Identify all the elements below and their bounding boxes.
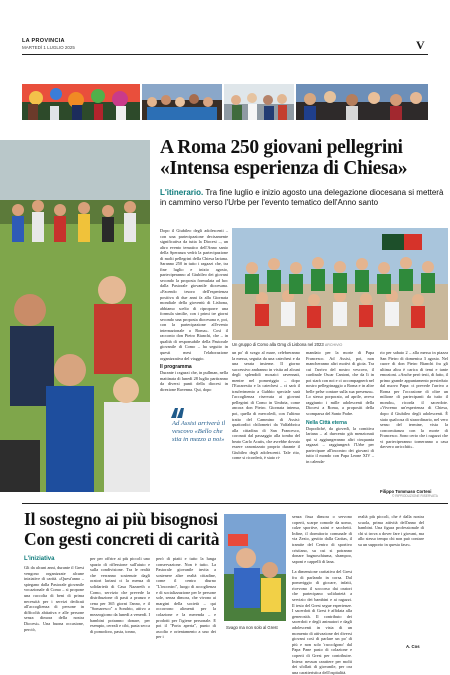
second-column-4-text: senza fissa dimora o servono coperti, scarpe comode da uomo, calze sportive, zaini e sacchetti. Infine, il dormitorio comunale di via Zezio, gestito dalla Caritas, il tramite del Centro di sportivo cristiano, su cui si potranno donare bagnoschiuma, shampoo, saponi e cappelli di lana. xyxy=(292,514,352,564)
second-column-1 xyxy=(24,565,84,655)
second-column-3-text: però di piatti e tutto la lunga conservazione. Non è tutto. La Pastorale giovanile invita a sostenere altre realtà cittadine, come il centro diurno "L'incontro", luogo di accoglienza e di socializzazione per le persone sole, senza dimora, che vivono ai margini della società – qui occorrono alimenti per la colazione e la merenda – e prodotti per l'igiene personale. E poi il "Porta aperta", punto di ascolto e orientamento a uno dei per i xyxy=(156,556,216,640)
article-column-4 xyxy=(380,350,448,488)
group-photo-caption xyxy=(232,342,448,347)
pull-quote: Ad Assisi arriverà il vescovo «Bello che stia in mezzo a noi» xyxy=(172,420,226,443)
article-column-1 xyxy=(160,228,228,406)
header-rule xyxy=(22,54,428,55)
second-column-1-text: Gli da alcuni anni, durante il Grest vengono organizzate alcune iniziative di carità. «Quest'anno – spiegano dalla Pastorale giovanile vocazionale di Como – si propone una raccolta di beni di prima necessità per i servizi dedicati all'accoglienza di persone in difficoltà abitativa e alle persone senza dimora della nostra Diocesi». Una buona occasione, perciò, xyxy=(24,565,84,632)
column-3-text-b: Dopodiché, da giovedì, la comitiva lariana – al duecento già menzionati qui si aggiungeranno altri cinquanta ragazzi – raggiungerà l'Urbe per partecipare all'incontro dei giovani di tutto il mondo con Papa Leone XIV – in calenda- xyxy=(306,425,374,464)
grest-photo xyxy=(224,514,286,621)
main-headline-line2: «Intensa esperienza di Chiesa» xyxy=(160,158,408,179)
column-1-text-b: Durante i ragazzi che, in pullman, nella mattinata di lunedì 28 luglio partiranno da diversi punti della diocesi in direzione Ravenna. Qui, dopo xyxy=(160,370,228,392)
article-column-3 xyxy=(306,350,374,498)
column-2-text: un po' di svago al mare, celebreranno la messa, seguita da una catechesi e da una serata insieme. Il giorno successivo andranno in visita ad alcuni degli splendidi mosaici ravennati, mentre nel pomeriggio – dopo l'Eucarestia e la catechesi – ci sarà il trasferimento a Gubbio speciale sarà l'accoglienza riservata ai giovani pellegrini di Como in Umbria, come ancora don Pietro. Giornata intensa, poi, quella di mercoledì, con l'ultimo tratto del Cammino di Assisi: quattordici chilometri da Valfabbrica alla cittadina di San Francesco, coronati dal passaggio alla tomba del beato Carlo Acutis, che avrebbe dovuto essere canonizzato proprio durante il Giubileo degli adolescenti. Tale rito, come si ricorderà, è stato ri- xyxy=(232,350,300,461)
subhead-citta-eterna: Nella Città eterna xyxy=(306,419,347,426)
strip-photo-4 xyxy=(296,84,428,120)
main-photo-children xyxy=(0,140,150,492)
second-column-2-text: per per offrire ai più piccoli uno spazio di riflessione sull'aiuto e sulla condivisione. Tra le realtà che verranno sostenute dagli oratori lariani ci la mensa di solidarietà di Casa Nazareth o Como, servizio che prevede la distribuzione di pasti a pranzo e cena per 365 giorni l'anno, e il "Somaresco" a Sondrio, attivo a mezzogiorno da lunedì a venerdì. I bambini potranno donare, per esempio, cereali e cibi, pasta secca di pomodoro, pasta, tonno, xyxy=(90,556,150,634)
article-column-2 xyxy=(232,350,300,498)
second-column-5 xyxy=(292,569,352,675)
group-photo-lisbona xyxy=(232,228,448,340)
publication-date: MARTEDÌ 1 LUGLIO 2025 xyxy=(22,45,75,50)
caption-credit: ARCHIVIO xyxy=(324,343,343,347)
second-column-6 xyxy=(358,514,424,642)
column-3-text: mandato per la morte di Papa Francesco. Ad Assisi, poi, non mancheranno altri motivi di gioia. Tra cui l'arrivo del nostro vescovo, il cardinale Oscar Cantoni, che da lì in poi starà con noi e ci accompagnerà nel nostro pellegrinaggio a Roma e in altre belle pelse contare sulla sua presenza». Lo stesso porporato, ad aprile, aveva raggiunto i mille adolescenti della Diocesi a Roma, a propositi della scomparsa del Santo Padre. xyxy=(306,350,374,417)
strip-photo-1 xyxy=(22,84,140,120)
column-1-text: Dopo il Giubileo degli adolescenti – con una partecipazione decisamente significativa da tutta la Diocesi –, un altro evento tematico dell'Anno santo della Speranza vedrà la partecipazione di molti pellegrini della Chiesa lariana. Saranno 250 in tutto i ragazzi che, tra fine luglio e inizio agosto, parteciperanno al Giubileo dei giovani secondo la proposta formulata ad hoc dalla Pastorale giovanile diocesana. «Facendo tesoro dell'esperienza positiva di due anni fa alla Giornata mondiale della gioventù di Lisbona, abbiamo scelto di riproporre una formula similie, con i primi tre giorni secondo una proposta diocesana e, poi, con la partecipazione all'evento internazionale a Roma». Così il racconto don Pietro Bianchi, che – in qualità di responsabile della Pastorale giovanile di Como – ha seguito in questi mesi l'elaborazione organizzativa del viaggio. xyxy=(160,228,228,361)
second-kicker: L'iniziativa xyxy=(24,556,55,562)
second-column-4 xyxy=(292,514,352,568)
second-column-2 xyxy=(90,556,150,655)
strip-photo-2 xyxy=(142,84,222,120)
rights-notice: © RIPRODUZIONE RISERVATA xyxy=(392,494,438,498)
main-headline xyxy=(160,137,446,179)
second-column-6-text: realtà più piccoli, che è dalla nostra scuola, prima attività dell'anno del bambini. Una figura professionale di chi si trova a dover fare i giovani, ma allo stesso tempo chi non può contare su un supporto in questa fase». xyxy=(358,514,424,547)
second-headline-line2: Con gesti concreti di carità xyxy=(24,529,220,549)
article-signature: Filippo Tommaso Corteni xyxy=(380,489,432,494)
publication-name: LA PROVINCIA xyxy=(22,38,65,44)
quote-icon xyxy=(170,406,180,416)
column-4-text: rio per sabato 2 – alla messa in piazza San Pietro di domenica 3 agosto. Nel cuore di don Pietro Bianchi fra gli ultima altra è carica di temi e tante emozioni. «Anche però testi, di fatto, il primo grande appuntamento presieduto dal nuovo Papa: ci prevede l'arrivo a Roma per l'occasione di oltre un milione di partecipanti da tutto il mondo», ricorda il sacerdote. «Vivremo un'esperienza di Chiesa, dopo il Giubileo degli adolescenti. È stato qualcosa di straordinario, nel vero senso del termine, vista la concomitanza con la morte di Francesco. Sono certo che i ragazzi che vi parteciperanno torneranno a casa davvero arricchiti». xyxy=(380,350,448,450)
subhead-programma: Il programma xyxy=(160,364,192,371)
section-rule xyxy=(22,503,448,504)
deck-text: Tra fine luglio e inizio agosto una delegazione diocesana si metterà in cammino verso l'Urbe per l'evento tematico dell'Anno santo xyxy=(160,188,444,208)
strip-photo-3 xyxy=(224,84,294,120)
second-headline-line1: Il sostegno ai più bisognosi xyxy=(24,509,218,529)
grest-photo-caption: Svago ma non solo al Grest xyxy=(226,625,278,630)
caption-text: Un gruppo di Como alla Gmg di Lisbona nel 2023 xyxy=(232,342,324,347)
deck-kicker: L'itinerario. xyxy=(160,188,204,197)
second-column-5-text: La dimensione caritativa del Grest fra di parlando in corsa. Dal pomeriggio di giocare, infatti, ricevono il soccorso dai oratori che partecipano solidarietà a servizio dei bambini e ai ragazzi. Il testo del Grest segue esperienze. I sacerdoti di Grest è affidata alla generosità. Il contributo dei sacerdoti e degli animatori e dagli adolescenti in vista di un momento di attivazione dei diversi giovani così di parlare un po' di più e non solo 'raccolgono' dal Papa Pane pasto di colazione e coperti di Grest per contribuire. Intera: nessun carattere per molti dei sfollati di giovanile, per ora una caratteristica dell'ospitalità. xyxy=(292,569,352,675)
main-headline-line1: A Roma 250 giovani pellegrini xyxy=(160,137,403,158)
second-column-3 xyxy=(156,556,216,655)
section-mark: V xyxy=(416,38,425,52)
second-signature: A. Cos xyxy=(406,644,420,649)
main-deck xyxy=(160,188,446,208)
